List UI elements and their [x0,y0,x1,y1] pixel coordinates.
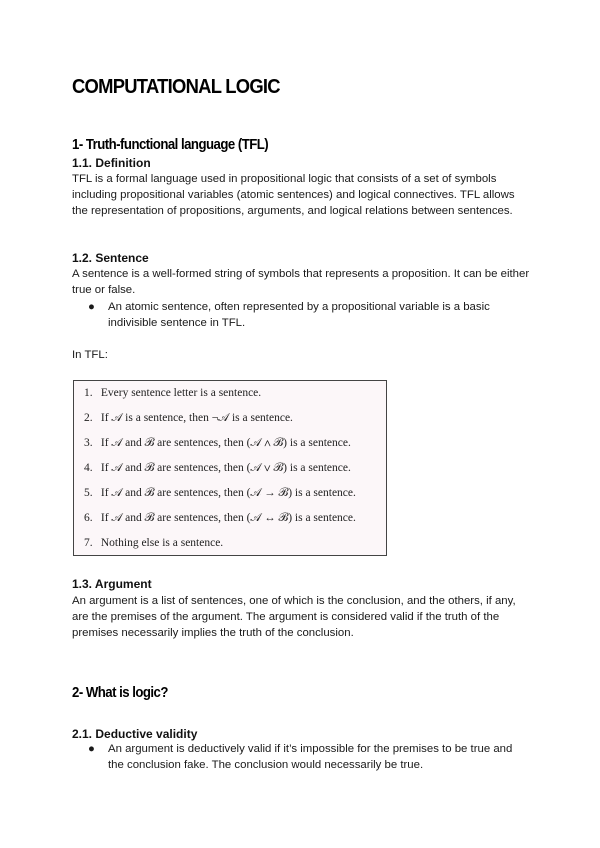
bullet-dot-icon: ● [88,743,95,755]
tfl-rule [84,412,293,425]
rule-number: 2. [84,412,93,424]
rule-text: Nothing else is a sentence. [100,537,224,549]
sentence-heading: 1.2. Sentence [72,251,149,265]
tfl-rule [84,537,223,549]
tfl-rule [84,437,351,450]
argument-heading: 1.3. Argument [72,577,152,591]
in-tfl-label: In TFL: [72,349,108,361]
rule-text: If 𝒜 and ℬ are sentences, then (𝒜 → ℬ) is a sentence. [100,487,356,499]
tfl-rule [84,387,261,399]
section-1-heading: 1- Truth-functional language (TFL) [72,136,269,153]
bullet-dot-icon: ● [88,301,95,313]
sentence-bullet-text: An atomic sentence, often represented by a propositional variable is a basic indivisible sentence in TFL. [108,301,490,329]
definition-heading: 1.1. Definition [72,156,151,170]
sentence-paragraph: A sentence is a well-formed string of symbols that represents a proposition. It can be either true or false. [72,268,530,296]
sentence-bullet-item [88,299,518,331]
rule-text: If 𝒜 and ℬ are sentences, then (𝒜 ↔ ℬ) is a sentence. [100,512,356,524]
rule-text: If 𝒜 and ℬ are sentences, then (𝒜 ∧ ℬ) is a sentence. [100,437,351,449]
rule-text: Every sentence letter is a sentence. [100,387,262,399]
rule-number: 7. [84,537,93,549]
rule-number: 3. [84,437,93,449]
section-2-heading: 2- What is logic? [72,684,168,701]
rule-text: If 𝒜 and ℬ are sentences, then (𝒜 ∨ ℬ) is a sentence. [100,462,351,474]
rule-number: 6. [84,512,93,524]
document-title: COMPUTATIONAL LOGIC [72,76,280,98]
definition-paragraph: TFL is a formal language used in propositional logic that consists of a set of symbols including propositional variables (atomic sentences) and logical connectives. TFL allows the representation of propositions, arguments, and logical relations between sentences. [72,173,515,217]
tfl-rules-box [73,380,387,556]
rule-text: If 𝒜 is a sentence, then ¬𝒜 is a sentence. [100,412,293,424]
deductive-validity-heading: 2.1. Deductive validity [72,727,198,741]
deductive-bullet-item [88,741,518,773]
tfl-rule [84,462,351,475]
tfl-rule [84,512,356,525]
rule-number: 5. [84,487,93,499]
deductive-bullet-text: An argument is deductively valid if it’s impossible for the premises to be true and the conclusion fake. The conclusion would necessarily be true. [108,743,513,771]
rule-number: 1. [84,387,93,399]
rule-number: 4. [84,462,93,474]
tfl-rule [84,487,356,500]
argument-paragraph: An argument is a list of sentences, one of which is the conclusion, and the others, if any, are the premises of the argument. The argument is considered valid if the truth of the premises necessarily implies the truth of the conclusion. [72,595,516,639]
